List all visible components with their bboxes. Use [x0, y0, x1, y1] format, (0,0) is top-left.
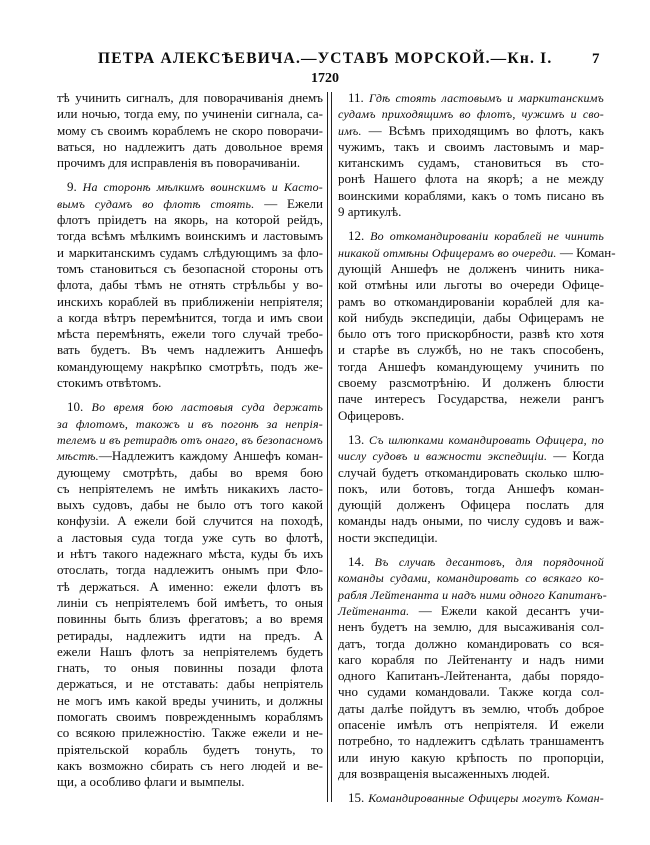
text-line — [57, 139, 323, 155]
text-line — [57, 310, 323, 326]
text-line — [338, 497, 604, 513]
text-line — [338, 171, 604, 187]
right-column — [338, 90, 616, 814]
text-line — [57, 448, 323, 464]
body-text: 11. — [348, 90, 370, 105]
body-text: дующему смотрѣть, дабы во время бою — [57, 464, 323, 480]
article-heading-text: рабля Лейтенанта и надъ ними одного Капитанъ- — [338, 587, 607, 602]
text-line — [57, 359, 323, 375]
text-line — [338, 750, 604, 766]
text-line — [57, 228, 323, 244]
body-text: чно судами командовали. Также когда сол- — [338, 684, 604, 700]
body-text: со всякою прилежностію. Также ежели и не- — [57, 725, 323, 741]
body-text: 13. — [348, 431, 370, 447]
text-line — [57, 294, 323, 310]
body-text: каго корабля по Лейтенанту и надъ ними — [338, 651, 604, 667]
text-line — [338, 717, 604, 733]
article-heading-text: Во откомандированіи кораблей не чинить — [370, 229, 604, 244]
text-line — [57, 245, 323, 261]
article-heading-text: Въ случаѣ десантовъ, для порядочной — [374, 555, 604, 570]
body-text: выхъ судовъ, дабы не было отъ того какой — [57, 497, 323, 513]
text-line — [57, 106, 323, 122]
body-text: ежели Нашъ флотъ за непріятелемъ будетъ — [57, 643, 323, 659]
text-line — [338, 90, 604, 106]
body-text: пріятельской корабль будетъ тонуть, то — [57, 741, 323, 757]
text-line — [57, 758, 323, 774]
text-line — [57, 676, 323, 692]
text-line — [57, 774, 323, 790]
article-paragraph — [57, 179, 323, 391]
article-paragraph — [338, 790, 604, 806]
text-line — [338, 188, 604, 204]
text-line — [57, 375, 323, 391]
text-line — [57, 123, 323, 139]
body-text: тогда Аншефъ командующему учинить по — [338, 358, 604, 374]
text-line — [57, 562, 323, 578]
text-line — [338, 244, 616, 261]
article-paragraph — [338, 90, 604, 220]
text-line — [57, 513, 323, 529]
text-line — [338, 261, 604, 277]
text-line — [57, 155, 323, 171]
page-number: 7 — [592, 51, 600, 67]
body-text: даты далѣе пойдутъ въ землю, чтобъ доброе — [338, 700, 604, 716]
article-heading-text: вымъ судамъ во флотѣ стоять. — [57, 196, 255, 211]
left-column — [57, 90, 323, 798]
text-line — [57, 530, 323, 546]
text-line — [57, 416, 323, 432]
text-line — [338, 310, 604, 326]
body-text: стокимъ отвѣтомъ. — [57, 375, 162, 391]
text-line — [57, 725, 323, 741]
text-line — [57, 196, 323, 212]
text-line — [338, 139, 604, 155]
body-text: — Всѣмъ приходящимъ во флотъ, какъ — [361, 122, 604, 138]
text-line — [57, 342, 323, 358]
text-line — [338, 391, 604, 407]
text-line — [338, 603, 604, 619]
text-line — [338, 294, 604, 310]
text-line — [338, 359, 604, 375]
text-line — [338, 652, 604, 668]
body-text: случай будетъ откомандировать сколько шлю- — [338, 464, 604, 480]
text-line — [338, 766, 604, 782]
text-line — [57, 693, 323, 709]
body-text: а ластовыя суда тогда уже суть во флотѣ, — [57, 529, 323, 545]
article-heading-text: числу судовъ и важности экспедиціи. — [338, 449, 548, 464]
body-text: командующему накрѣпко смотрѣть, подъ же- — [57, 358, 323, 374]
body-text: помогать своимъ поврежденнымъ кораблямъ — [57, 708, 323, 724]
text-line — [338, 448, 604, 464]
text-line — [57, 432, 323, 448]
article-heading-text: никакой отмѣны Офицерамъ во очереди. — [338, 245, 557, 260]
text-line — [57, 261, 323, 277]
article-heading-text: судамъ приходящимъ во флотъ, чужимъ и сво- — [338, 107, 604, 122]
body-text: чужимъ, такъ и своимъ ластовымъ и мар- — [338, 138, 604, 154]
text-line — [338, 123, 604, 139]
body-text: было отъ того прискорбности, развѣ кто хотя — [338, 326, 604, 342]
body-text: паче интересъ Государства, нежели рангъ — [338, 391, 604, 407]
article-heading-text: за флотомъ, такожъ и въ погонѣ за непрія- — [57, 416, 323, 431]
text-line — [57, 709, 323, 725]
running-title: ПЕТРА АЛЕКСѢЕВИЧА.—УСТАВЪ МОРСКОЙ.—Кн. I. — [98, 50, 553, 67]
article-heading-text: Лейтенанта. — [338, 603, 410, 618]
body-text: томъ становиться съ безопасной стороны отъ — [57, 260, 323, 276]
body-text: ненъ будетъ на землю, для высаживанія сол- — [338, 619, 604, 635]
text-line — [57, 644, 323, 660]
article-heading-text: мѣстѣ. — [57, 449, 99, 464]
article-paragraph — [338, 228, 616, 424]
body-text: или ночью, тогда ему, по учиненіи сигнала, са- — [57, 106, 323, 122]
body-text: тѣ держаться. А именно: ежели флотъ въ — [57, 578, 323, 594]
body-text: дующій долженъ Офицера послать для — [338, 497, 604, 513]
body-text: 9 артикулѣ. — [338, 204, 402, 220]
body-text: ретирады, надлежитъ идти на предъ. А — [57, 627, 323, 643]
body-text: и нѣтъ такого надежнаго мѣста, куды бъ ихъ — [57, 546, 323, 562]
body-text: вать будетъ. Въ чемъ надлежитъ Аншефъ — [57, 342, 323, 358]
text-line — [338, 513, 604, 529]
text-line — [338, 530, 604, 546]
body-text: тогда всѣмъ мѣлкимъ воинскимъ и ластовымъ — [57, 228, 323, 244]
body-text: 14. — [348, 554, 375, 570]
body-text: флотъ пріидетъ на якорь, на которой рейдъ, — [57, 212, 323, 228]
article-paragraph — [57, 399, 323, 790]
body-text: рамъ во откомандированіи кораблей для ка- — [338, 293, 604, 309]
body-text: китанскимъ судамъ, становиться въ сто- — [338, 155, 604, 171]
text-line — [57, 481, 323, 497]
body-text: — Ежели какой десантъ учи- — [409, 602, 604, 618]
body-text: инскихъ кораблей въ приближеніи непріятеля; — [57, 293, 323, 309]
body-text: кой отмѣны или льготы во очереди Офице- — [338, 277, 604, 293]
text-line — [57, 399, 323, 415]
column-divider — [327, 92, 332, 802]
body-text: кой нибудь экспедиціи, дабы Офицерамъ не — [338, 309, 604, 325]
article-paragraph — [338, 432, 604, 546]
year-heading: 1720 — [311, 71, 339, 86]
article-heading-text: На сторонѣ мѣлкимъ воинскимъ и Касто- — [82, 180, 324, 195]
body-text: ронѣ Нашего флота на якорѣ; а не между — [338, 171, 604, 187]
body-text: щи, а особливо флаги и вымпелы. — [57, 774, 245, 790]
body-text: какъ возможно сбирать съ него людей и ве- — [57, 757, 323, 773]
text-line — [57, 497, 323, 513]
body-text: конфузіи. А ежели бой случится на походѣ, — [57, 513, 323, 529]
text-line — [338, 465, 604, 481]
text-line — [57, 595, 323, 611]
text-line — [338, 228, 604, 244]
article-heading-text: Гдѣ стоять ластовымъ и маркитанскимъ — [369, 91, 604, 105]
body-text: покъ, или ботовъ, тогда Аншефъ коман- — [338, 480, 604, 496]
article-heading-text: имъ. — [338, 123, 362, 138]
text-line — [338, 636, 604, 652]
body-text: дующій Аншефъ не долженъ чинить ника- — [338, 260, 604, 276]
text-line — [57, 579, 323, 595]
body-text: линіи съ непріятелемъ бой имѣетъ, то оныя — [57, 594, 323, 610]
body-text: гнать, то оныя повинны позади флота — [57, 660, 323, 676]
body-text: и маркитанскимъ судамъ слѣдующимъ за фло- — [57, 244, 323, 260]
article-paragraph — [57, 90, 323, 171]
body-text: тѣ учинить сигналъ, для поворачиванія днемъ — [57, 90, 323, 105]
body-text: и старѣе въ службѣ, но не такъ способенъ, — [338, 342, 604, 358]
text-line — [57, 611, 323, 627]
text-line — [338, 326, 604, 342]
body-text: воинскими кораблями, какъ о томъ писано въ — [338, 187, 604, 203]
text-line — [57, 628, 323, 644]
body-text: одного Капитанъ-Лейтенанта, дабы порядо- — [338, 668, 604, 684]
text-line — [338, 432, 604, 448]
text-line — [57, 326, 323, 342]
article-heading-text: Во время бою ластовыя суда держать — [91, 400, 323, 415]
body-text: —Надлежитъ каждому Аншефъ коман- — [98, 448, 323, 464]
text-line — [338, 375, 604, 391]
text-line — [338, 701, 604, 717]
body-text: Офицеровъ. — [338, 407, 405, 423]
body-text: а когда вѣтръ перемѣнится, тогда и имъ свои — [57, 309, 323, 325]
body-text: своему разсмотрѣнію. И долженъ блюсти — [338, 375, 604, 391]
text-line — [338, 733, 604, 749]
article-paragraph — [338, 554, 607, 782]
body-text: 15. — [348, 790, 369, 806]
body-text: 9. — [67, 179, 83, 195]
body-text: или иную какую крѣпость по пропорціи, — [338, 749, 604, 765]
body-text: для возвращенія высаженныхъ людей. — [338, 765, 550, 781]
text-line — [338, 204, 604, 220]
text-line — [57, 277, 323, 293]
body-text: команды надъ оными, по числу судовъ и важ- — [338, 513, 604, 529]
text-line — [338, 155, 604, 171]
body-text: мѣста перемѣнять, ежели того случай требо- — [57, 326, 323, 342]
text-line — [338, 106, 604, 122]
text-line — [338, 277, 604, 293]
text-line — [57, 465, 323, 481]
text-line — [338, 668, 604, 684]
body-text: — Ежели — [254, 195, 323, 211]
body-text: прочимъ для исправленія въ поворачиваніи. — [57, 155, 301, 171]
text-line — [57, 546, 323, 562]
text-line — [57, 660, 323, 676]
body-text: — Коман- — [556, 244, 616, 260]
body-text: держаться, и не отставать: дабы непріятель — [57, 676, 323, 692]
text-line — [57, 742, 323, 758]
body-text: мому съ своимъ кораблемъ не скоро поворачи- — [57, 122, 323, 138]
text-line — [338, 619, 604, 635]
body-text: повинны быть близъ фрегатовъ; а во время — [57, 611, 323, 627]
body-text: флота, дабы тѣмъ не отнять стрѣльбы у во- — [57, 277, 323, 293]
article-heading-text: телемъ и въ ретирадѣ отъ онаго, въ безопасномъ — [57, 432, 323, 447]
text-line — [338, 790, 604, 806]
text-line — [57, 212, 323, 228]
body-text: не могъ имъ какой вреды учинить, и должны — [57, 692, 323, 708]
body-text: — Когда — [547, 448, 605, 464]
body-text: потребно, то надлежитъ сдѣлать траншаментъ — [338, 733, 604, 749]
body-text: опасеніе имѣлъ отъ непріятеля. И ежели — [338, 716, 604, 732]
body-text: съ непріятелемъ не имѣть никакихъ ласто- — [57, 480, 323, 496]
body-text: ности экспедиціи. — [338, 529, 438, 545]
text-line — [338, 408, 604, 424]
body-text: 10. — [67, 399, 92, 415]
text-line — [338, 570, 604, 586]
text-line — [338, 684, 604, 700]
body-text: отослать, тогда надлежитъ онымъ при Фло- — [57, 562, 323, 578]
article-heading-text: Съ шлюпками командировать Офицера, по — [369, 432, 604, 447]
text-line — [338, 342, 604, 358]
text-line — [338, 554, 604, 570]
text-line — [338, 587, 607, 603]
article-heading-text: Командированные Офицеры могутъ Коман- — [368, 791, 604, 806]
article-heading-text: команды судами, командировать со всякаго ко- — [338, 571, 604, 586]
text-line — [57, 179, 323, 195]
text-line — [57, 90, 323, 106]
text-line — [338, 481, 604, 497]
body-text: ваться, но надлежитъ дать довольное время — [57, 138, 323, 154]
body-text: датъ, тогда должно командировать со вся- — [338, 635, 604, 651]
body-text: 12. — [348, 228, 371, 244]
